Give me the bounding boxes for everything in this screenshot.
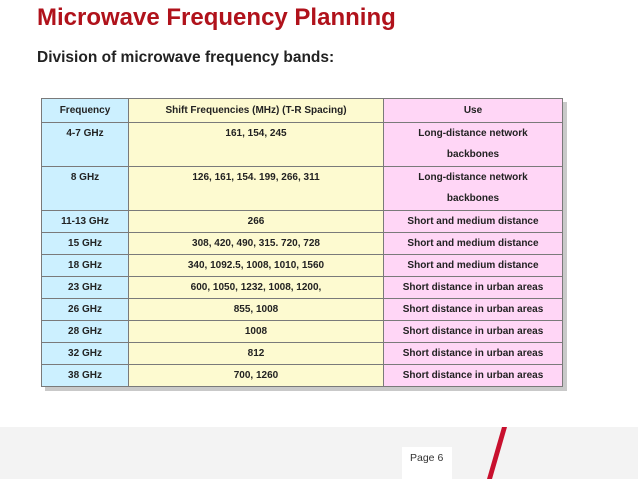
table-row [42, 211, 563, 233]
page-number: Page 6 [410, 452, 444, 464]
cell-use [384, 233, 563, 255]
table-body [42, 123, 563, 387]
header-shift-frequencies: Shift Frequencies (MHz) (T-R Spacing) [129, 99, 384, 123]
table-row [42, 233, 563, 255]
cell-frequency: 32 GHz [42, 343, 129, 365]
cell-frequency: 26 GHz [42, 299, 129, 321]
cell-use [384, 255, 563, 277]
use-line: Long-distance network [418, 128, 528, 139]
use-line: Short distance in urban areas [402, 282, 544, 293]
footer-band [0, 427, 638, 479]
use-line: Short distance in urban areas [402, 304, 544, 315]
cell-shift-frequencies: 1008 [129, 321, 384, 343]
use-line: backbones [446, 193, 500, 204]
cell-shift-frequencies: 266 [129, 211, 384, 233]
cell-shift-frequencies: 812 [129, 343, 384, 365]
cell-frequency: 8 GHz [42, 167, 129, 211]
cell-frequency: 15 GHz [42, 233, 129, 255]
cell-shift-frequencies: 308, 420, 490, 315. 720, 728 [129, 233, 384, 255]
table-row [42, 321, 563, 343]
footer-accent-slash [480, 427, 520, 479]
cell-use [384, 299, 563, 321]
table-header-row [42, 99, 563, 123]
cell-shift-frequencies: 700, 1260 [129, 365, 384, 387]
table-row [42, 123, 563, 167]
table-row [42, 277, 563, 299]
cell-use [384, 365, 563, 387]
header-frequency: Frequency [42, 99, 129, 123]
header-use: Use [384, 99, 563, 123]
cell-frequency: 28 GHz [42, 321, 129, 343]
slide-subtitle: Division of microwave frequency bands: [37, 49, 335, 66]
cell-use [384, 167, 563, 211]
cell-shift-frequencies: 161, 154, 245 [129, 123, 384, 167]
cell-shift-frequencies: 340, 1092.5, 1008, 1010, 1560 [129, 255, 384, 277]
table-row [42, 299, 563, 321]
use-line: Short and medium distance [407, 260, 539, 271]
cell-use [384, 321, 563, 343]
use-line: Short distance in urban areas [402, 370, 544, 381]
cell-frequency: 18 GHz [42, 255, 129, 277]
cell-frequency: 23 GHz [42, 277, 129, 299]
table-row [42, 343, 563, 365]
use-line: Short and medium distance [407, 238, 539, 249]
table-row [42, 167, 563, 211]
slide-title: Microwave Frequency Planning [37, 4, 396, 31]
cell-frequency: 38 GHz [42, 365, 129, 387]
cell-frequency: 4-7 GHz [42, 123, 129, 167]
cell-shift-frequencies: 855, 1008 [129, 299, 384, 321]
table-row [42, 255, 563, 277]
cell-use [384, 277, 563, 299]
cell-use [384, 211, 563, 233]
cell-shift-frequencies: 126, 161, 154. 199, 266, 311 [129, 167, 384, 211]
cell-use [384, 343, 563, 365]
cell-shift-frequencies: 600, 1050, 1232, 1008, 1200, [129, 277, 384, 299]
cell-frequency: 11-13 GHz [42, 211, 129, 233]
use-line: Short distance in urban areas [402, 348, 544, 359]
table-row [42, 365, 563, 387]
cell-use [384, 123, 563, 167]
use-line: Short and medium distance [407, 216, 539, 227]
frequency-bands-table [41, 98, 563, 387]
use-line: backbones [446, 149, 500, 160]
use-line: Short distance in urban areas [402, 326, 544, 337]
use-line: Long-distance network [418, 172, 528, 183]
